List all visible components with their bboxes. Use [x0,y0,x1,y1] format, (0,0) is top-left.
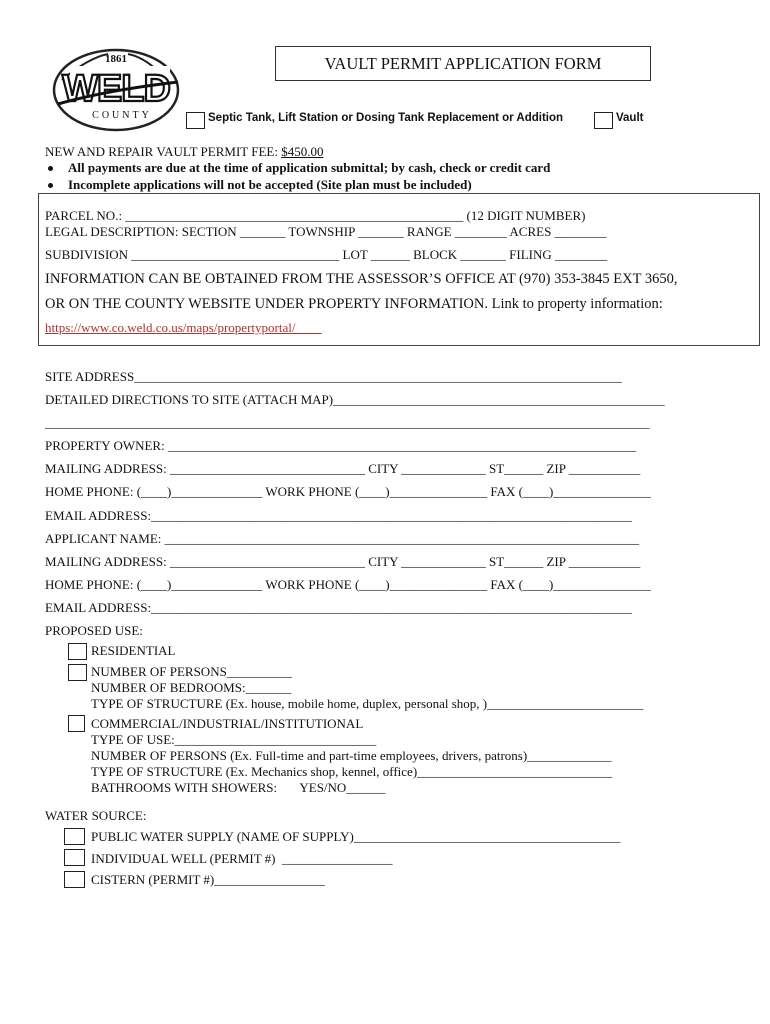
septic-tank-checkbox[interactable] [186,112,205,129]
owner-phone-field[interactable]: HOME PHONE: (____)______________ WORK PHONE (____)_______________ FAX (____)_______________ [45,484,651,499]
residential-label: RESIDENTIAL [91,643,176,658]
owner-email-field[interactable]: EMAIL ADDRESS:__________________________________________________________________________ [45,508,633,523]
residential-structure-field[interactable]: TYPE OF STRUCTURE (Ex. house, mobile home, duplex, personal shop, )________________________ [91,696,644,711]
commercial-persons-field[interactable]: NUMBER OF PERSONS (Ex. Full-time and part-time employees, drivers, patrons)_____________ [91,748,612,763]
legal-description-field[interactable]: LEGAL DESCRIPTION: SECTION _______ TOWNSHIP _______ RANGE ________ ACRES ________ [45,224,607,239]
bullet-dot [48,183,53,188]
water-source-heading: WATER SOURCE: [45,808,147,823]
individual-well-checkbox[interactable] [64,849,85,866]
fee-line [45,144,323,160]
applicant-phone-field[interactable]: HOME PHONE: (____)______________ WORK PHONE (____)_______________ FAX (____)_______________ [45,577,651,592]
subdivision-field[interactable]: SUBDIVISION ________________________________ LOT ______ BLOCK _______ FILING ________ [45,247,608,262]
link-underline-tail: ____ [295,320,322,335]
commercial-label: COMMERCIAL/INDUSTRIAL/INSTITUTIONAL [91,716,364,731]
directions-field-line2[interactable]: _____________________________________________________________________________________________ [45,415,650,430]
fee-label: NEW AND REPAIR VAULT PERMIT FEE: [45,144,282,159]
property-portal-link-line [45,320,321,336]
residential-persons-checkbox[interactable] [68,664,87,681]
fee-amount: $450.00 [281,144,324,159]
number-of-persons-field[interactable]: NUMBER OF PERSONS__________ [91,664,292,679]
weld-county-logo [48,38,188,134]
assessor-info: INFORMATION CAN BE OBTAINED FROM THE ASSESSOR’S OFFICE AT (970) 353-3845 EXT 3650, [45,271,678,287]
directions-field[interactable]: DETAILED DIRECTIONS TO SITE (ATTACH MAP)___________________________________________________ [45,392,665,407]
owner-mailing-address-field[interactable]: MAILING ADDRESS: ______________________________ CITY _____________ ST______ ZIP ___________ [45,461,641,476]
applicant-mailing-address-field[interactable]: MAILING ADDRESS: ______________________________ CITY _____________ ST______ ZIP ___________ [45,554,641,569]
residential-checkbox[interactable] [68,643,87,660]
form-title: VAULT PERMIT APPLICATION FORM [275,46,651,81]
site-address-field[interactable]: SITE ADDRESS___________________________________________________________________________ [45,369,622,384]
logo-year: 1861 [105,53,127,65]
public-water-checkbox[interactable] [64,828,85,845]
applicant-name-field[interactable]: APPLICANT NAME: _________________________________________________________________________ [45,531,640,546]
public-water-supply-field[interactable]: PUBLIC WATER SUPPLY (NAME OF SUPPLY)_________________________________________ [91,829,621,844]
vault-label: Vault [616,112,644,124]
property-portal-link[interactable]: https://www.co.weld.co.us/maps/propertyportal/ [45,320,296,335]
cistern-field[interactable]: CISTERN (PERMIT #)_________________ [91,872,325,887]
individual-well-field[interactable]: INDIVIDUAL WELL (PERMIT #) _________________ [91,851,393,866]
logo-county: COUNTY [92,110,152,121]
parcel-number-field[interactable]: PARCEL NO.: ____________________________________________________ (12 DIGIT NUMBER) [45,208,586,223]
bathrooms-with-showers-field[interactable]: BATHROOMS WITH SHOWERS: YES/NO______ [91,780,386,795]
logo-name: WELD [62,68,170,110]
commercial-structure-field[interactable]: TYPE OF STRUCTURE (Ex. Mechanics shop, kennel, office)______________________________ [91,764,613,779]
proposed-use-heading: PROPOSED USE: [45,623,143,638]
number-of-bedrooms-field[interactable]: NUMBER OF BEDROOMS:_______ [91,680,292,695]
commercial-checkbox[interactable] [68,715,85,732]
bullet-dot [48,166,53,171]
cistern-checkbox[interactable] [64,871,85,888]
septic-tank-label: Septic Tank, Lift Station or Dosing Tank Replacement or Addition [208,112,564,124]
bullet-incomplete: Incomplete applications will not be accepted (Site plan must be included) [68,177,472,192]
bullet-payments: All payments are due at the time of application submittal; by cash, check or credit card [68,160,551,175]
type-of-use-field[interactable]: TYPE OF USE:_______________________________ [91,732,377,747]
applicant-email-field[interactable]: EMAIL ADDRESS:__________________________________________________________________________ [45,600,633,615]
website-info: OR ON THE COUNTY WEBSITE UNDER PROPERTY INFORMATION. Link to property information: [45,296,663,312]
vault-checkbox[interactable] [594,112,613,129]
property-owner-field[interactable]: PROPERTY OWNER: ________________________________________________________________________ [45,438,636,453]
